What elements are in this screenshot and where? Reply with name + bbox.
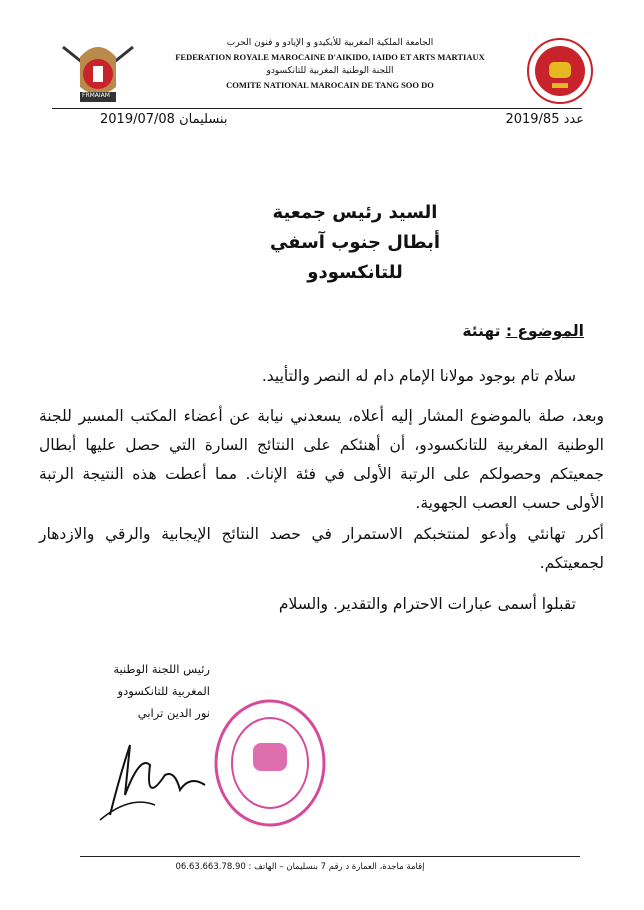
header-line-fr-2: COMITE NATIONAL MAROCAIN DE TANG SOO DO xyxy=(226,80,434,90)
committee-logo xyxy=(527,38,593,104)
addressee: السيد رئيس جمعية أبطال جنوب آسفي للتانكسودو xyxy=(269,202,441,283)
greeting-paragraph: سلام تام بوجود مولانا الإمام دام له النصر والتأييد. xyxy=(261,367,576,385)
reference-number: عدد 2019/85 xyxy=(505,112,584,127)
footer-divider xyxy=(80,856,580,857)
closing-paragraph: تقبلوا أسمى عبارات الاحترام والتقدير. والسلام xyxy=(278,595,576,613)
subject: الموضوع : تهنئة xyxy=(462,322,584,340)
letter-date: بنسليمان 2019/07/08 xyxy=(100,112,228,127)
header-line-fr-1: FEDERATION ROYALE MAROCAINE D'AIKIDO, IAIDO ET ARTS MARTIAUX xyxy=(175,52,485,62)
header-line-ar-2: اللجنة الوطنية المغربية للتانكسودو xyxy=(266,66,394,76)
federation-logo: FRMAIAM xyxy=(58,32,138,107)
handwritten-signature xyxy=(90,735,210,829)
main-paragraph: وبعد، صلة بالموضوع المشار إليه أعلاه، يسعدني نيابة عن أعضاء المكتب المسير للجنة الوطنية المغربية للتانكسودو، أن أهنئكم على النتائج السارة التي حصل عليها أبطال جمعيتكم وحصولكم على الرتبة الأولى في فئة الإناث. مما أعطت هذه النتيجة الرتبة الأولى حسب العصب الجهوية. xyxy=(39,407,604,512)
wishes-paragraph: أكرر تهانئي وأدعو لمنتخبكم الاستمرار في حصد النتائج الإيجابية والرقي والازدهار لجمعيتكم. xyxy=(39,525,604,572)
letterhead xyxy=(150,36,510,92)
footer-address: إقامة ماجدة، العمارة د رقم 7 بنسليمان – الهاتف : 06.63.663.78.90 xyxy=(175,862,425,872)
official-stamp xyxy=(213,698,328,828)
header-line-ar-1: الجامعة الملكية المغربية للأيكيدو و الإيادو و فنون الحرب xyxy=(226,38,434,48)
signatory-block: رئيس اللجنة الوطنية المغربية للتانكسودو نور الدين ترابي xyxy=(113,662,210,720)
header-divider xyxy=(52,108,582,109)
